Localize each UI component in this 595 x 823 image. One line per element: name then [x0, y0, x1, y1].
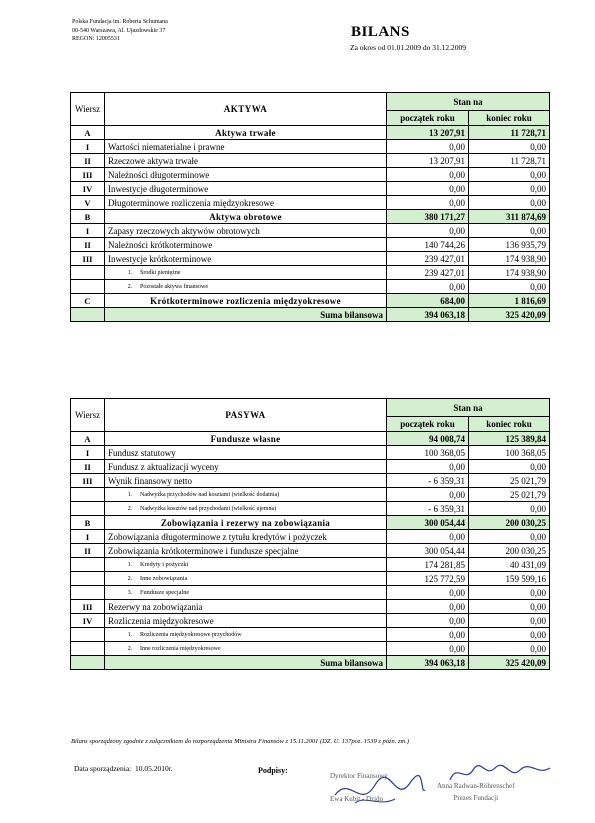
- table-row: [71, 294, 550, 308]
- signatures-label: Podpisy:: [258, 766, 288, 775]
- signer1-name: Ewa Kubit - Dzido: [330, 795, 384, 803]
- row-number: III: [71, 474, 105, 488]
- liabilities-table: [70, 398, 550, 670]
- value-start: 0,00: [387, 224, 469, 238]
- sub-label: Rozliczenia międzyokresowe przychodów: [140, 631, 242, 638]
- sub-index: 2.: [127, 505, 133, 512]
- row-description: [105, 280, 387, 294]
- value-start: 300 054,44: [387, 516, 469, 530]
- row-description: Zobowiązania krótkoterminowe i fundusze specjalne: [105, 544, 387, 558]
- value-end: 0,00: [469, 586, 550, 600]
- table-row: [71, 238, 550, 252]
- value-end: 0,00: [469, 224, 550, 238]
- value-end: 136 935,79: [469, 238, 550, 252]
- sub-index: 1.: [127, 269, 133, 276]
- signer2-title: Prezes Fundacji: [453, 794, 499, 802]
- sub-index: 2.: [127, 574, 133, 582]
- row-description: Należności długoterminowe: [105, 168, 387, 182]
- row-description: Wynik finansowy netto: [105, 474, 387, 488]
- row-number: [71, 642, 105, 656]
- value-end: 0,00: [469, 140, 550, 154]
- row-number: I: [71, 446, 105, 460]
- sub-index: 1.: [127, 631, 133, 638]
- value-start: 0,00: [387, 530, 469, 544]
- value-end: 40 431,09: [469, 558, 550, 572]
- value-end: 11 728,71: [469, 126, 550, 140]
- table-row: [71, 196, 550, 210]
- value-start: 300 054,44: [387, 544, 469, 558]
- value-end: 11 728,71: [469, 154, 550, 168]
- sum-start: 394 063,18: [387, 656, 469, 670]
- value-start: 0,00: [387, 140, 469, 154]
- value-start: 684,00: [387, 294, 469, 308]
- value-start: 0,00: [387, 586, 469, 600]
- row-number: III: [71, 252, 105, 266]
- value-start: 0,00: [387, 628, 469, 642]
- row-description: Wartości niematerialne i prawne: [105, 140, 387, 154]
- row-description: Zobowiązania i rezerwy na zobowiązania: [105, 516, 387, 530]
- sub-index: 2.: [127, 645, 133, 652]
- row-number-header: Wiersz: [71, 93, 105, 126]
- value-start: 0,00: [387, 600, 469, 614]
- sub-label: Nadwyżka przychodów nad kosztami (wielkość dodatnia): [140, 491, 280, 498]
- col-start-header: początek roku: [387, 111, 469, 126]
- row-number: III: [71, 168, 105, 182]
- sub-label: Kredyty i pożyczki: [140, 560, 189, 568]
- sum-end: 325 420,09: [469, 656, 550, 670]
- document-period: Za okres od 01.01.2009 do 31.12.2009: [350, 43, 467, 52]
- value-start: 140 744,26: [387, 238, 469, 252]
- row-description: Aktywa obrotowe: [105, 210, 387, 224]
- sum-row: [71, 656, 550, 670]
- value-end: 200 030,25: [469, 516, 550, 530]
- sum-spacer: [71, 308, 105, 322]
- legal-note: Bilans sporządzony zgodnie z załącznikiem do rozporządzenia Ministra Finansów z 15.11.2001 (DZ. U. 137poz. 1539 z późn. zm.): [71, 738, 410, 745]
- row-number: [71, 586, 105, 600]
- row-description: Rezerwy na zobowiązania: [105, 600, 387, 614]
- table-row: [71, 210, 550, 224]
- table-row: [71, 572, 550, 586]
- row-number: [71, 488, 105, 502]
- sum-label: Suma bilansowa: [105, 308, 387, 322]
- date-label: Data sporządzenia:: [74, 764, 132, 773]
- value-start: 125 772,59: [387, 572, 469, 586]
- row-description: [105, 502, 387, 516]
- row-description: Należności krótkoterminowe: [105, 238, 387, 252]
- value-end: 100 368,05: [469, 446, 550, 460]
- col-end-header: koniec roku: [469, 417, 550, 432]
- sum-row: [71, 308, 550, 322]
- row-number: I: [71, 140, 105, 154]
- row-description: [105, 642, 387, 656]
- sum-spacer: [71, 656, 105, 670]
- sum-end: 325 420,09: [469, 308, 550, 322]
- row-description: Rozliczenia międzyokresowe: [105, 614, 387, 628]
- row-number: II: [71, 544, 105, 558]
- value-end: 0,00: [469, 614, 550, 628]
- row-description: [105, 586, 387, 600]
- row-number: II: [71, 154, 105, 168]
- value-end: 200 030,25: [469, 544, 550, 558]
- sub-label: Inne zobowiązania: [140, 574, 188, 582]
- row-number: B: [71, 210, 105, 224]
- row-number: II: [71, 460, 105, 474]
- liabilities-header: PASYWA: [105, 399, 387, 432]
- value-start: 0,00: [387, 614, 469, 628]
- value-end: 174 938,90: [469, 266, 550, 280]
- document-title: BILANS: [351, 24, 410, 40]
- row-number: [71, 628, 105, 642]
- table-row: [71, 280, 550, 294]
- preparation-date: [74, 764, 173, 773]
- table-row: [71, 516, 550, 530]
- row-number: III: [71, 600, 105, 614]
- row-description: [105, 558, 387, 572]
- sub-index: 1.: [127, 560, 133, 568]
- row-description: Inwestycje krótkoterminowe: [105, 252, 387, 266]
- stan-na-header: Stan na: [387, 93, 550, 111]
- row-description: Fundusz statutowy: [105, 446, 387, 460]
- value-end: 0,00: [469, 196, 550, 210]
- row-number: B: [71, 516, 105, 530]
- row-number: V: [71, 196, 105, 210]
- table-row: [71, 460, 550, 474]
- value-end: 0,00: [469, 600, 550, 614]
- row-description: [105, 266, 387, 280]
- row-number: [71, 266, 105, 280]
- row-description: [105, 488, 387, 502]
- value-end: 25 021,79: [469, 488, 550, 502]
- value-end: 311 874,69: [469, 210, 550, 224]
- organization-info: [72, 18, 168, 44]
- sub-index: 3.: [127, 588, 133, 596]
- row-number: A: [71, 432, 105, 446]
- value-start: 0,00: [387, 196, 469, 210]
- table-row: [71, 642, 550, 656]
- value-start: 174 281,85: [387, 558, 469, 572]
- value-end: 0,00: [469, 460, 550, 474]
- value-end: 0,00: [469, 182, 550, 196]
- value-start: 380 171,27: [387, 210, 469, 224]
- value-end: 0,00: [469, 628, 550, 642]
- row-number: II: [71, 238, 105, 252]
- value-end: 1 816,69: [469, 294, 550, 308]
- row-description: Zapasy rzeczowych aktywów obrotowych: [105, 224, 387, 238]
- assets-table: [70, 92, 550, 322]
- value-start: 13 207,91: [387, 154, 469, 168]
- signature-stamp-1: [330, 772, 388, 804]
- value-end: 0,00: [469, 280, 550, 294]
- table-row: [71, 558, 550, 572]
- table-row: [71, 488, 550, 502]
- row-description: Długoterminowe rozliczenia międzyokresowe: [105, 196, 387, 210]
- row-description: Zobowiązania długoterminowe z tytułu kredytów i pożyczek: [105, 530, 387, 544]
- row-number: A: [71, 126, 105, 140]
- sub-label: Pozostałe aktywa finansowe: [140, 283, 208, 290]
- row-description: Inwestycje długoterminowe: [105, 182, 387, 196]
- row-description: [105, 628, 387, 642]
- table-row: [71, 530, 550, 544]
- value-end: 25 021,79: [469, 474, 550, 488]
- table-row: [71, 446, 550, 460]
- col-end-header: koniec roku: [469, 111, 550, 126]
- sum-label: Suma bilansowa: [105, 656, 387, 670]
- row-description: Fundusz z aktualizacji wyceny: [105, 460, 387, 474]
- value-end: 0,00: [469, 168, 550, 182]
- value-start: 100 368,05: [387, 446, 469, 460]
- assets-header: AKTYWA: [105, 93, 387, 126]
- value-start: 0,00: [387, 182, 469, 196]
- table-row: [71, 182, 550, 196]
- table-row: [71, 252, 550, 266]
- row-number: [71, 502, 105, 516]
- sub-label: Nadwyżka kosztów nad przychodami (wielkość ujemna): [140, 505, 277, 512]
- org-name: Polska Fundacja im. Roberta Schumana: [72, 19, 168, 25]
- sub-label: Inne rozliczenia międzyokresowe: [140, 645, 221, 652]
- value-end: 0,00: [469, 502, 550, 516]
- value-end: 0,00: [469, 530, 550, 544]
- row-description: Rzeczowe aktywa trwałe: [105, 154, 387, 168]
- col-start-header: początek roku: [387, 417, 469, 432]
- value-end: 125 389,84: [469, 432, 550, 446]
- row-number: I: [71, 224, 105, 238]
- sub-label: Środki pieniężne: [140, 269, 181, 276]
- table-row: [71, 224, 550, 238]
- row-number: IV: [71, 614, 105, 628]
- value-start: 0,00: [387, 642, 469, 656]
- sub-label: Fundusze specjalne: [140, 588, 190, 596]
- row-number-header: Wiersz: [71, 399, 105, 432]
- row-number: [71, 558, 105, 572]
- value-start: 0,00: [387, 168, 469, 182]
- row-number: I: [71, 530, 105, 544]
- table-row: [71, 544, 550, 558]
- value-start: 94 008,74: [387, 432, 469, 446]
- row-number: [71, 572, 105, 586]
- table-row: [71, 474, 550, 488]
- sub-index: 2.: [127, 283, 133, 290]
- table-row: [71, 154, 550, 168]
- table-row: [71, 628, 550, 642]
- table-row: [71, 600, 550, 614]
- sum-start: 394 063,18: [387, 308, 469, 322]
- value-start: 13 207,91: [387, 126, 469, 140]
- org-address: 00-540 Warszawa, Al. Ujazdowskie 37: [72, 27, 166, 34]
- value-start: 0,00: [387, 460, 469, 474]
- row-number: C: [71, 294, 105, 308]
- sub-index: 1.: [127, 491, 133, 498]
- value-end: 0,00: [469, 642, 550, 656]
- stan-na-header: Stan na: [387, 399, 550, 417]
- signer1-title: Dyrektor Finansowy: [330, 772, 388, 780]
- row-number: IV: [71, 182, 105, 196]
- date-value: 10.05.2010r.: [135, 764, 173, 773]
- org-regon: REGON: 12005531: [72, 36, 120, 42]
- value-end: 159 599,16: [469, 572, 550, 586]
- table-row: [71, 266, 550, 280]
- value-end: 174 938,90: [469, 252, 550, 266]
- table-row: [71, 432, 550, 446]
- value-start: 0,00: [387, 280, 469, 294]
- row-description: Krótkoterminowe rozliczenia międzyokresowe: [105, 294, 387, 308]
- signer2-name: Anna Radwan-Röhrenschef: [437, 782, 515, 790]
- row-number: [71, 280, 105, 294]
- signature-stamp-2: [437, 780, 515, 804]
- value-start: - 6 359,31: [387, 474, 469, 488]
- table-row: [71, 586, 550, 600]
- value-start: - 6 359,31: [387, 502, 469, 516]
- row-description: Aktywa trwałe: [105, 126, 387, 140]
- table-row: [71, 614, 550, 628]
- table-row: [71, 126, 550, 140]
- table-row: [71, 502, 550, 516]
- table-row: [71, 168, 550, 182]
- value-start: 239 427,01: [387, 266, 469, 280]
- value-start: 0,00: [387, 488, 469, 502]
- row-description: [105, 572, 387, 586]
- table-row: [71, 140, 550, 154]
- row-description: Fundusze własne: [105, 432, 387, 446]
- value-start: 239 427,01: [387, 252, 469, 266]
